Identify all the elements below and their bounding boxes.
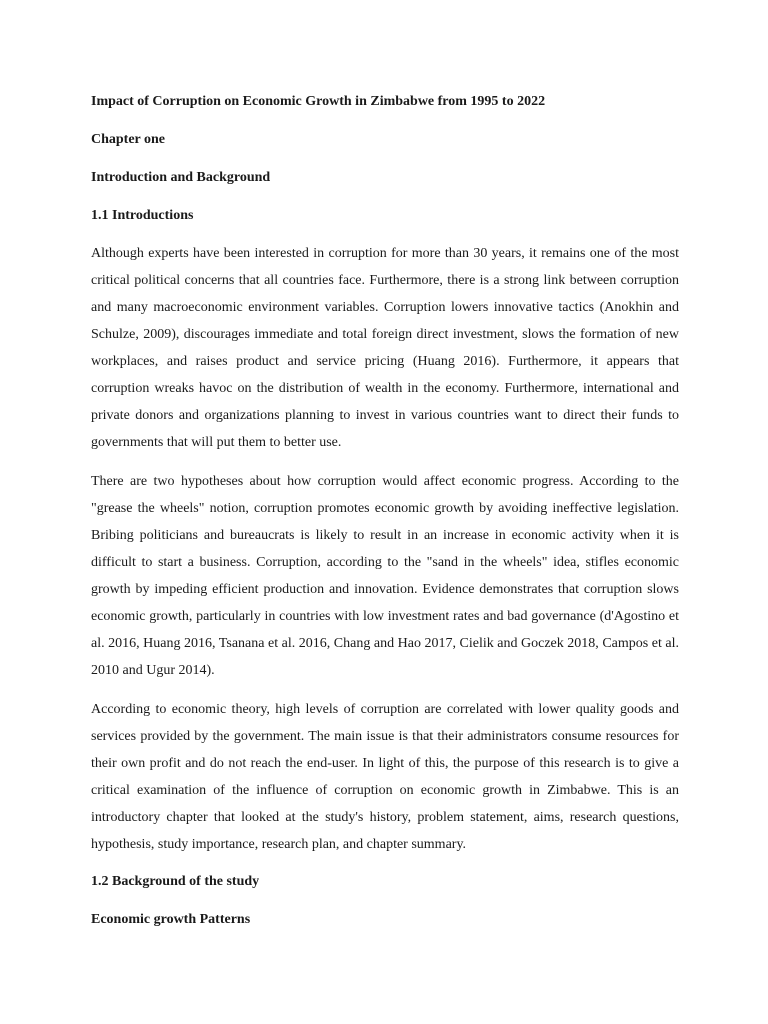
paragraph: According to economic theory, high levels of corruption are correlated with lower quality goods and services provided by the government. The main issue is that their administrators consume resources for their own profit and do not reach the end-user. In light of this, the purpose of this research is to give a critical examination of the influence of corruption on economic growth in Zimbabwe. This is an introductory chapter that looked at the study's history, problem statement, aims, research questions, hypothesis, study importance, research plan, and chapter summary. (91, 702, 679, 852)
paragraph: There are two hypotheses about how corruption would affect economic progress. According to the "grease the wheels" notion, corruption promotes economic growth by avoiding ineffective legislation. Bribing politicians and bureaucrats is likely to result in an increase in economic activity when it is difficult to start a business. Corruption, according to the "sand in the wheels" idea, stifles economic growth by impeding efficient production and innovation. Evidence demonstrates that corruption slows economic growth, particularly in countries with low investment rates and bad governance (d'Agostino et al. 2016, Huang 2016, Tsanana et al. 2016, Chang and Hao 2017, Cielik and Goczek 2018, Campos et al. 2010 and Ugur 2014). (91, 474, 679, 678)
subsection-heading-introductions: 1.1 Introductions (91, 208, 194, 223)
subheading-economic-growth-patterns: Economic growth Patterns (91, 912, 251, 927)
chapter-heading: Chapter one (91, 132, 166, 147)
paragraph: Although experts have been interested in corruption for more than 30 years, it remains one of the most critical political concerns that all countries face. Furthermore, there is a strong link between corruption and many macroeconomic environment variables. Corruption lowers innovative tactics (Anokhin and Schulze, 2009), discourages immediate and total foreign direct investment, slows the formation of new workplaces, and raises product and service pricing (Huang 2016). Furthermore, it appears that corruption wreaks havoc on the distribution of wealth in the economy. Furthermore, international and private donors and organizations planning to invest in various countries want to direct their funds to governments that will put them to better use. (91, 246, 679, 450)
document-body (91, 92, 679, 930)
document-title: Impact of Corruption on Economic Growth in Zimbabwe from 1995 to 2022 (91, 94, 546, 109)
section-heading: Introduction and Background (91, 170, 271, 185)
subsection-heading-background: 1.2 Background of the study (91, 874, 260, 889)
